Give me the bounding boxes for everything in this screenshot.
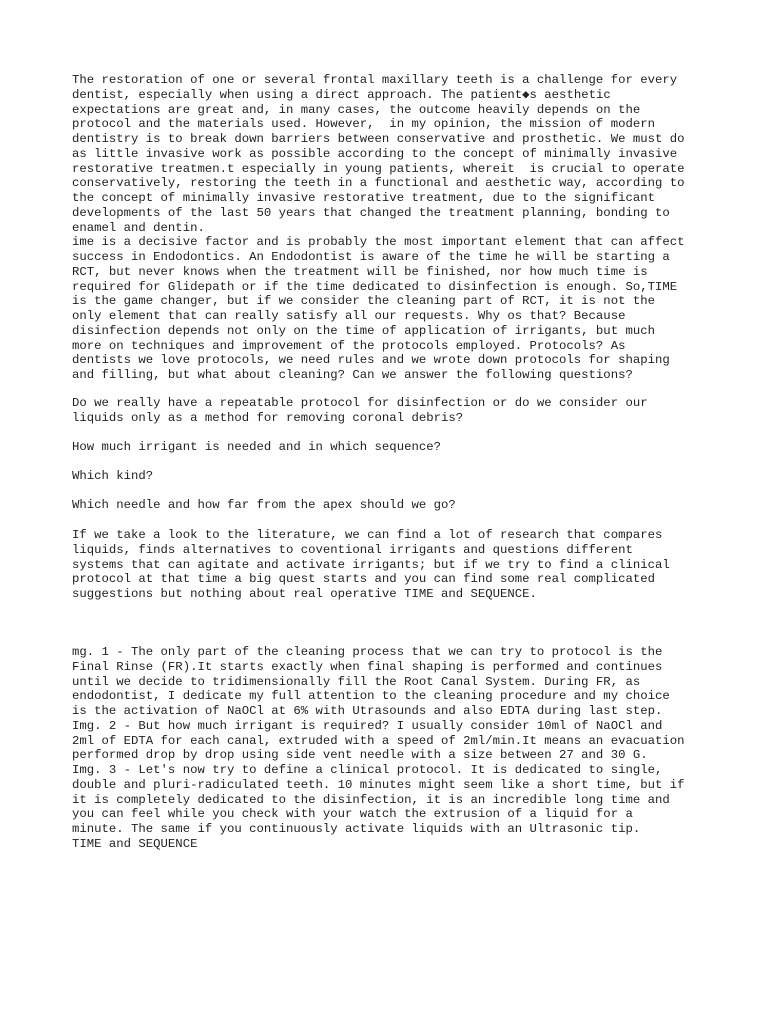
body-paragraph-image-captions: mg. 1 - The only part of the cleaning process that we can try to protocol is the Final Rinse (FR).It starts exactly when final shaping is performed and continues until we decide to tridimensionally fill the Root Canal System. During FR, as endodontist, I dedicate my full attention to the cleaning procedure and my choice is the activation of NaOCl at 6% with Utrasounds and also EDTA during last step. Img. 2 - But how much irrigant is required? I usually consider 10ml of NaOCl and 2ml of EDTA for each canal, extruded with a speed of 2ml/min.It means an evacuation performed drop by drop using side vent needle with a size between 27 and 30 G. Img. 3 - Let's now try to define a clinical protocol. It is dedicated to single, double and pluri-radiculated teeth. 10 minutes might seem like a short time, but if it is completely dedicated to the disinfection, it is an incredible long time and you can feel while you check with your watch the extrusion of a liquid for a minute. The same if you continuously activate liquids with an Ultrasonic tip. TIME and SEQUENCE	[72, 645, 685, 851]
body-paragraph-question-needle: Which needle and how far from the apex should we go?	[72, 498, 456, 512]
body-paragraph-literature: If we take a look to the literature, we can find a lot of research that compares liquids, finds alternatives to coventional irrigants and questions different systems that can agitate and activate irrigants; but if we try to find a clinical protocol at that time a big quest starts and you can find some real complicated suggestions but nothing about real operative TIME and SEQUENCE.	[72, 528, 670, 601]
body-paragraph-question-protocol: Do we really have a repeatable protocol for disinfection or do we consider our liquids only as a method for removing coronal debris?	[72, 396, 648, 425]
body-paragraph-question-kind: Which kind?	[72, 469, 154, 483]
body-paragraph-intro: The restoration of one or several frontal maxillary teeth is a challenge for every dentist, especially when using a direct approach. The patient◆s aesthetic expectations are great and, in many cases, the outcome heavily depends on the protocol and the materials used. However, in my opinion, the mission of modern dentistry is to break down barriers between conservative and prosthetic. We must do as little invasive work as possible according to the concept of minimally invasive restorative treatmen.t especially in young patients, whereit is crucial to operate conservatively, restoring the teeth in a functional and aesthetic way, according to the concept of minimally invasive restorative treatment, due to the significant developments of the last 50 years that changed the treatment planning, bonding to enamel and dentin. ime is a decisive factor and is probably the most important element that can affect success in Endodontics. An Endodontist is aware of the time he will be starting a RCT, but never knows when the treatment will be finished, nor how much time is required for Glidepath or if the time dedicated to disinfection is enough. So,TIME is the game changer, but if we consider the cleaning part of RCT, it is not the only element that can really satisfy all our requests. Why os that? Because disinfection depends not only on the time of application of irrigants, but much more on techniques and improvement of the protocols employed. Protocols? As dentists we love protocols, we need rules and we wrote down protocols for shaping and filling, but what about cleaning? Can we answer the following questions?	[72, 73, 685, 382]
body-paragraph-question-amount: How much irrigant is needed and in which sequence?	[72, 440, 441, 454]
